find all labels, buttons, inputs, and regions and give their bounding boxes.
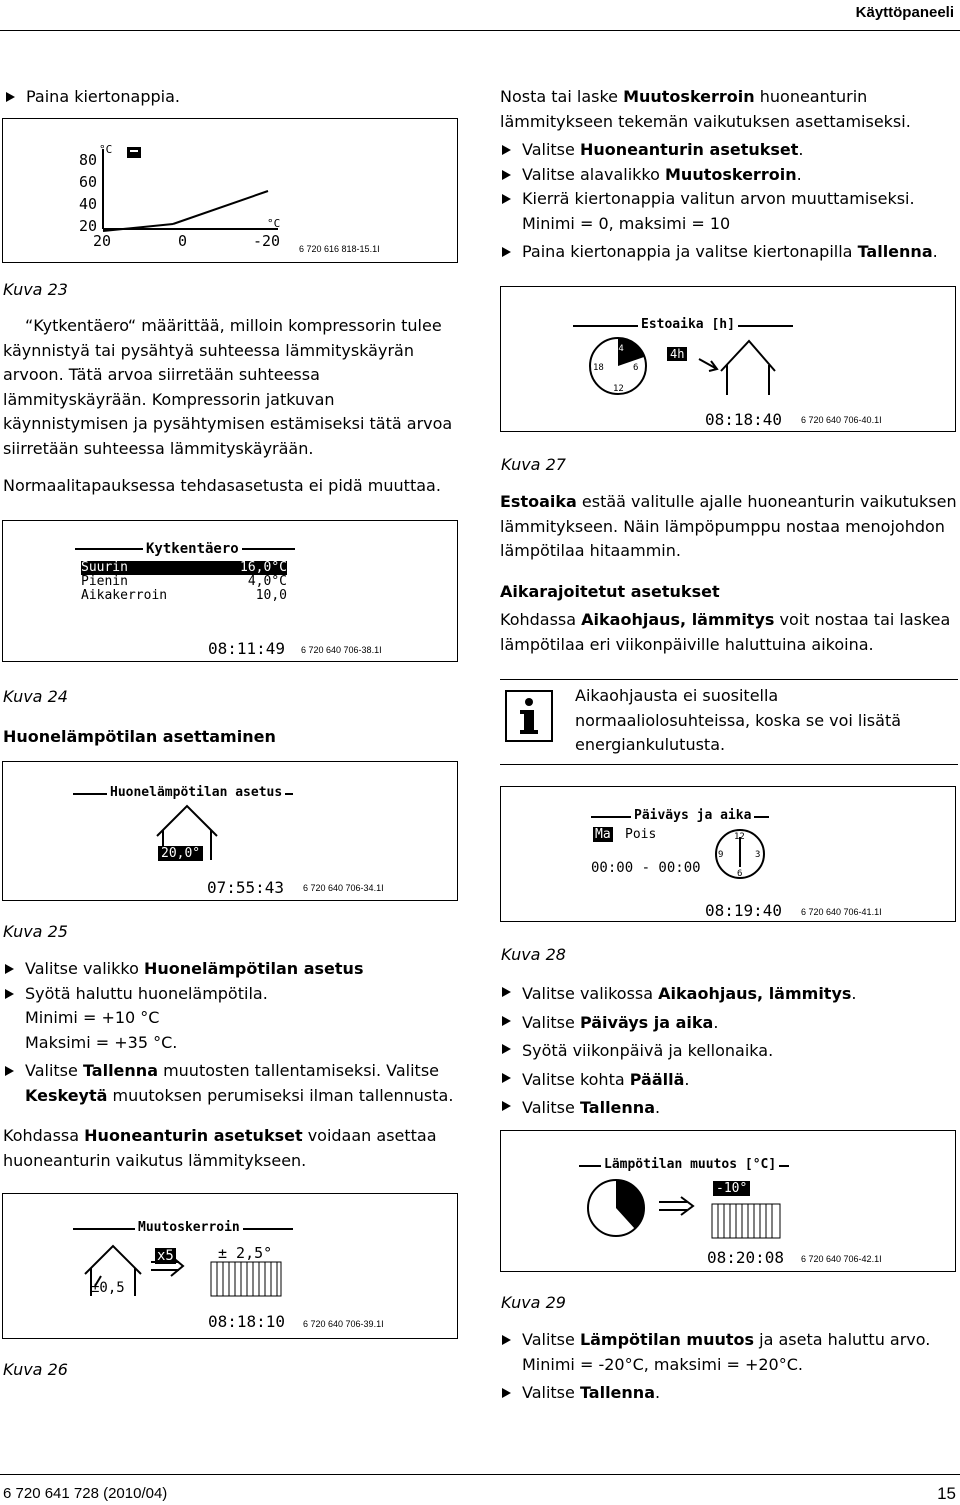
x-tick: -20	[253, 232, 281, 250]
factor-value[interactable]: x5	[157, 1248, 174, 1264]
limits: Minimi = 0, maksimi = 10	[522, 213, 731, 233]
figure-code: 6 720 616 818-15.1I	[299, 244, 380, 254]
limit-min: Minimi = +10 °C	[25, 1008, 160, 1027]
clock-face-icon	[713, 827, 767, 881]
room-temp-value[interactable]: 20,0°	[158, 846, 203, 861]
y-tick: 20	[79, 217, 98, 235]
figure-26	[2, 1193, 458, 1339]
step-item: Valitse Tallenna.	[500, 1094, 955, 1123]
y-tick: 80	[79, 151, 98, 169]
heading-room-temp: Huonelämpötilan asettaminen	[3, 727, 276, 746]
para-timed: Kohdassa Aikaohjaus, lämmitys voit nostaa tai laskea lämpötilaa eri viikonpäiville haluttuina aikoina.	[500, 610, 951, 654]
step-item: Paina kiertonappia ja valitse kiertonapilla Tallenna.	[500, 240, 955, 265]
limit-max: Maksimi = +35 °C.	[25, 1032, 178, 1052]
lcd-title: Päiväys ja aika	[631, 808, 754, 824]
step-item: Valitse valikossa Aikaohjaus, lämmitys.	[500, 980, 955, 1009]
y-tick: 60	[79, 173, 98, 191]
svg-text:3: 3	[755, 850, 761, 860]
lcd-menu	[81, 561, 287, 603]
step-item: Syötä viikonpäivä ja kellonaika.	[500, 1037, 955, 1066]
caption-27: Kuva 27	[501, 455, 566, 474]
status-value[interactable]: Pois	[625, 827, 657, 842]
figure-code: 6 720 640 706-34.1I	[303, 883, 384, 893]
step-item: Valitse Tallenna muutosten tallentamiseksi. Valitse Keskeytä muutoksen perumiseksi ilman tallennusta.	[3, 1059, 463, 1108]
figure-code: 6 720 640 706-41.1I	[801, 907, 882, 917]
x-tick: 20	[93, 232, 112, 250]
steps-29	[500, 1328, 955, 1406]
menu-row[interactable]: Pienin 4,0°C	[81, 574, 287, 589]
svg-text:9: 9	[718, 850, 724, 860]
caption-29: Kuva 29	[501, 1293, 566, 1312]
intro-muutoskerroin: Nosta tai laske Muutoskerroin huoneanturin lämmitykseen tekemän vaikutuksen asettamiseksi.	[500, 87, 911, 131]
x-tick: 0	[178, 232, 188, 250]
y-unit: °C	[99, 143, 113, 156]
step-item: Valitse valikko Huonelämpötilan asetus	[3, 957, 463, 982]
time-range[interactable]: 00:00 - 00:00	[591, 860, 701, 876]
figure-code: 6 720 640 706-40.1I	[801, 415, 882, 425]
clock-dial-icon	[585, 1177, 647, 1239]
step-item: Syötä haluttu huonelämpötila.	[3, 982, 463, 1007]
x-unit: °C	[267, 217, 281, 230]
day-value[interactable]: Ma	[595, 827, 611, 842]
figure-24	[2, 520, 458, 662]
svg-text:6: 6	[737, 869, 743, 879]
figure-29	[500, 1130, 956, 1272]
caption-24: Kuva 24	[3, 687, 68, 706]
steps-25	[3, 957, 463, 1108]
figure-27	[500, 286, 956, 432]
svg-text:18: 18	[593, 363, 604, 373]
house-sensor-icon	[697, 337, 777, 397]
menu-row[interactable]: Aikakerroin 10,0	[81, 588, 287, 603]
step-item: Valitse kohta Päällä.	[500, 1066, 955, 1095]
lcd-title: Lämpötilan muutos [°C]	[601, 1157, 779, 1173]
menu-row-selected[interactable]: Suurin 16,0°C	[81, 560, 287, 575]
step-item: Valitse Huoneanturin asetukset.	[500, 138, 955, 163]
svg-text:24: 24	[613, 344, 624, 354]
note-rule-top	[500, 679, 958, 680]
lcd-clock: 07:55:43	[207, 878, 285, 897]
hours-value[interactable]: 4h	[667, 347, 687, 361]
step-item: Valitse Tallenna.	[500, 1381, 955, 1406]
lcd-clock: 08:18:10	[208, 1312, 286, 1331]
para-room-sensor: Kohdassa Huoneanturin asetukset voidaan asettaa huoneanturin vaikutus lämmitykseen.	[3, 1126, 437, 1170]
heating-curve-graph	[3, 119, 457, 262]
steps-28	[500, 980, 955, 1123]
header-title: Käyttöpaneeli	[855, 4, 954, 21]
footer-doc-number: 6 720 641 728 (2010/04)	[3, 1485, 168, 1502]
figure-code: 6 720 640 706-39.1I	[303, 1319, 384, 1329]
temp-change-value[interactable]: -10°	[713, 1181, 750, 1196]
header-rule	[0, 30, 960, 31]
note-text: Aikaohjausta ei suositella normaaliolosuhteissa, koska se voi lisätä energiankulutusta.	[575, 686, 902, 754]
steps-a	[500, 138, 955, 265]
para-kytkentaero: “Kytkentäero“ määrittää, milloin kompressorin tulee käynnistyä tai pysähtyä suhteessa lämmityskäyrän arvoon. Tätä arvoa siirretään suhteessa lämmityskäyrään. Kompressorin jatkuvan käynnistymisen ja pysähtymisen estämiseksi tätä arvoa siirretään suhteessa lämmityskäyrään.	[3, 316, 453, 458]
y-tick: 40	[79, 195, 98, 213]
step-item: Valitse Päiväys ja aika.	[500, 1009, 955, 1038]
info-icon	[505, 690, 553, 742]
note-rule-bottom	[500, 764, 958, 765]
figure-25	[2, 761, 458, 901]
step-item: Kierrä kiertonappia valitun arvon muuttamiseksi.	[500, 187, 955, 212]
figure-28	[500, 786, 956, 922]
svg-text:12: 12	[734, 832, 745, 842]
delta-value: ± 2,5°	[218, 1244, 273, 1262]
heading-timed-settings: Aikarajoitetut asetukset	[500, 582, 720, 601]
svg-text:6: 6	[633, 363, 639, 373]
figure-23	[2, 118, 458, 263]
lcd-title: Kytkentäero	[143, 541, 242, 557]
lcd-clock: 08:18:40	[705, 410, 783, 429]
lcd-clock: 08:19:40	[705, 901, 783, 920]
caption-23: Kuva 23	[3, 280, 68, 299]
footer-rule	[0, 1474, 960, 1475]
radiator-icon	[711, 1203, 781, 1239]
caption-26: Kuva 26	[3, 1360, 68, 1379]
lcd-clock: 08:11:49	[208, 639, 286, 658]
arrow-icon	[657, 1195, 697, 1217]
lcd-clock: 08:20:08	[707, 1248, 785, 1267]
lcd-title: Estoaika [h]	[638, 317, 738, 333]
step-item: Valitse Lämpötilan muutos ja aseta haluttu arvo.	[500, 1328, 955, 1353]
small-delta: ±0,5	[91, 1280, 125, 1296]
svg-text:12: 12	[613, 384, 624, 394]
para-estoaika: Estoaika estää valitulle ajalle huoneanturin vaikutuksen lämmitykseen. Näin lämpöpumppu nostaa menojohdon lämpötilaa hitaammin.	[500, 492, 957, 560]
caption-28: Kuva 28	[501, 945, 566, 964]
caption-25: Kuva 25	[3, 922, 68, 941]
limits: Minimi = -20°C, maksimi = +20°C.	[522, 1354, 803, 1374]
para-factory: Normaalitapauksessa tehdasasetusta ei pidä muuttaa.	[3, 476, 441, 495]
figure-code: 6 720 640 706-38.1I	[301, 645, 382, 655]
figure-code: 6 720 640 706-42.1I	[801, 1254, 882, 1264]
open-quote: “	[25, 316, 34, 335]
page-number: 15	[937, 1484, 956, 1503]
lcd-title: Huonelämpötilan asetus	[107, 785, 285, 801]
step-item: Valitse alavalikko Muutoskerroin.	[500, 163, 955, 188]
lcd-title: Muutoskerroin	[135, 1220, 243, 1236]
step-rotate: Paina kiertonappia.	[4, 85, 466, 110]
clock-dial-icon	[587, 335, 649, 397]
